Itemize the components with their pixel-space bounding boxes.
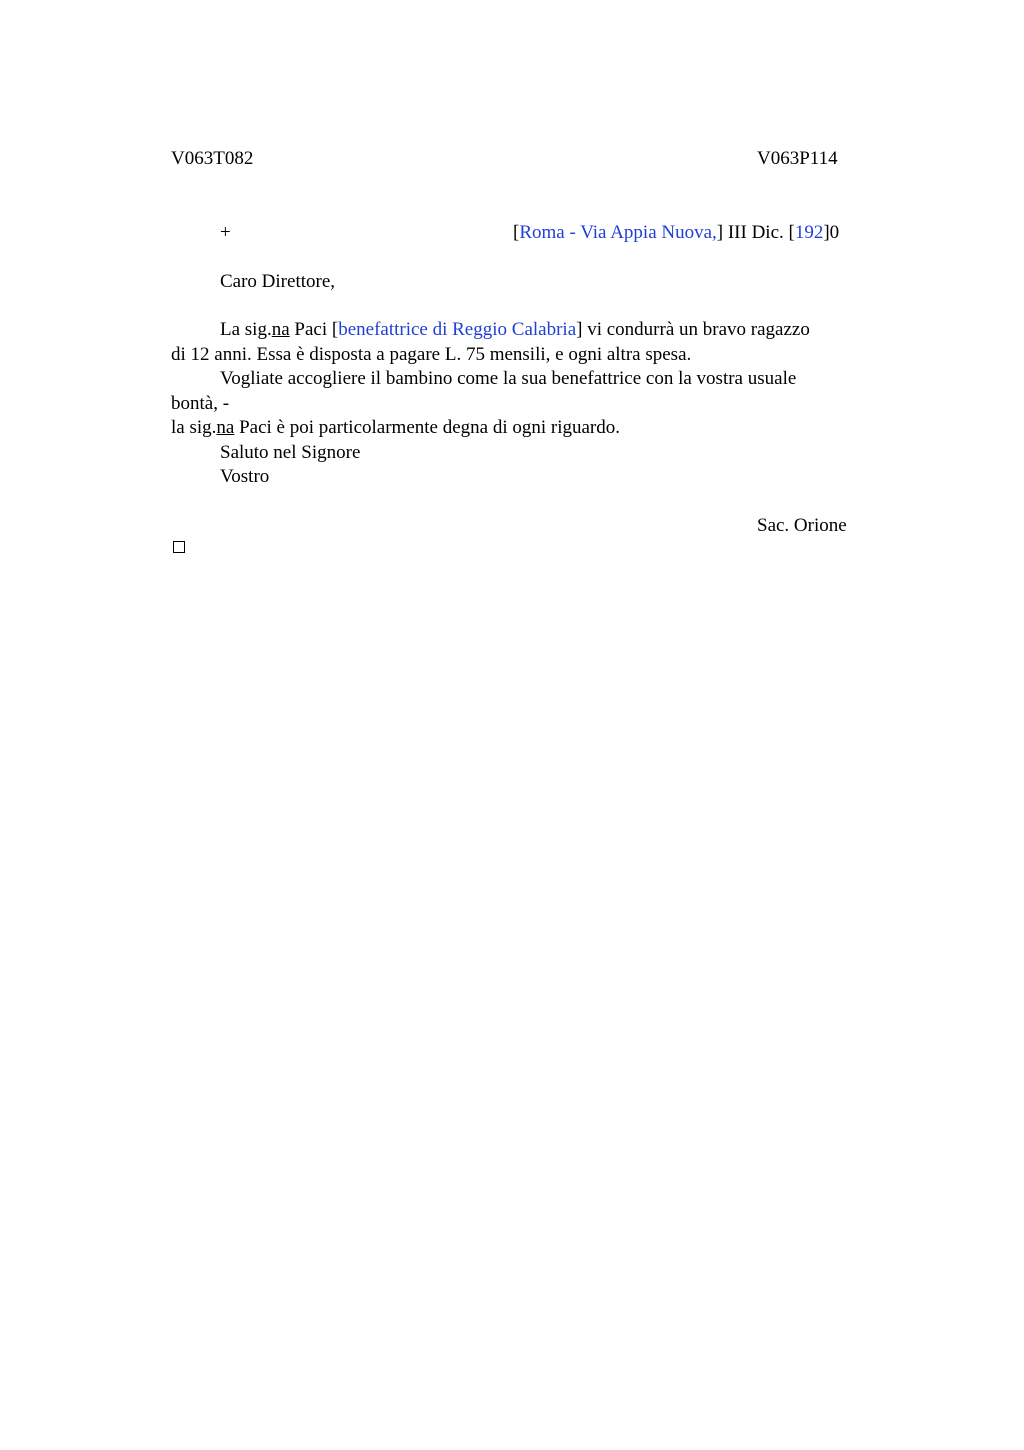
- body-p2-line2: bontà, -: [171, 393, 230, 414]
- body-p3: [171, 418, 620, 437]
- body-p1-line1: [220, 320, 810, 339]
- p1-text-b: Paci [: [289, 319, 339, 340]
- closing-vostro: Vostro: [220, 466, 270, 487]
- dateline-day: ] III Dic. [: [716, 222, 795, 243]
- dateline-place: Roma - Via Appia Nuova,: [519, 222, 717, 243]
- body-p1-line2: di 12 anni. Essa è disposta a pagare L. 75 mensili, e ogni altra spesa.: [171, 344, 692, 365]
- dateline-open-bracket: [: [513, 222, 520, 243]
- p3-superscript-na: na: [216, 417, 235, 438]
- header-left-code: V063T082: [171, 148, 254, 169]
- dateline: [513, 223, 839, 242]
- dateline-year-inserted: 192: [794, 222, 824, 243]
- p1-editorial-note: benefattrice di Reggio Calabria: [338, 319, 577, 340]
- header-right-code: V063P114: [757, 148, 838, 169]
- cross-symbol: +: [220, 222, 231, 243]
- signature: Sac. Orione: [757, 515, 847, 536]
- body-p2-line1: Vogliate accogliere il bambino come la sua benefattrice con la vostra usuale: [220, 368, 797, 389]
- closing-greeting: Saluto nel Signore: [220, 442, 361, 463]
- p3-text-a: la sig.: [171, 417, 217, 438]
- p3-text-b: Paci è poi particolarmente degna di ogni riguardo.: [234, 417, 621, 438]
- p1-superscript-na: na: [271, 319, 290, 340]
- p1-text-a: La sig.: [220, 319, 272, 340]
- dateline-year-end: ]0: [823, 222, 840, 243]
- end-square-icon: [173, 541, 185, 553]
- salutation: Caro Direttore,: [220, 271, 336, 292]
- p1-text-c: ] vi condurrà un bravo ragazzo: [576, 319, 810, 340]
